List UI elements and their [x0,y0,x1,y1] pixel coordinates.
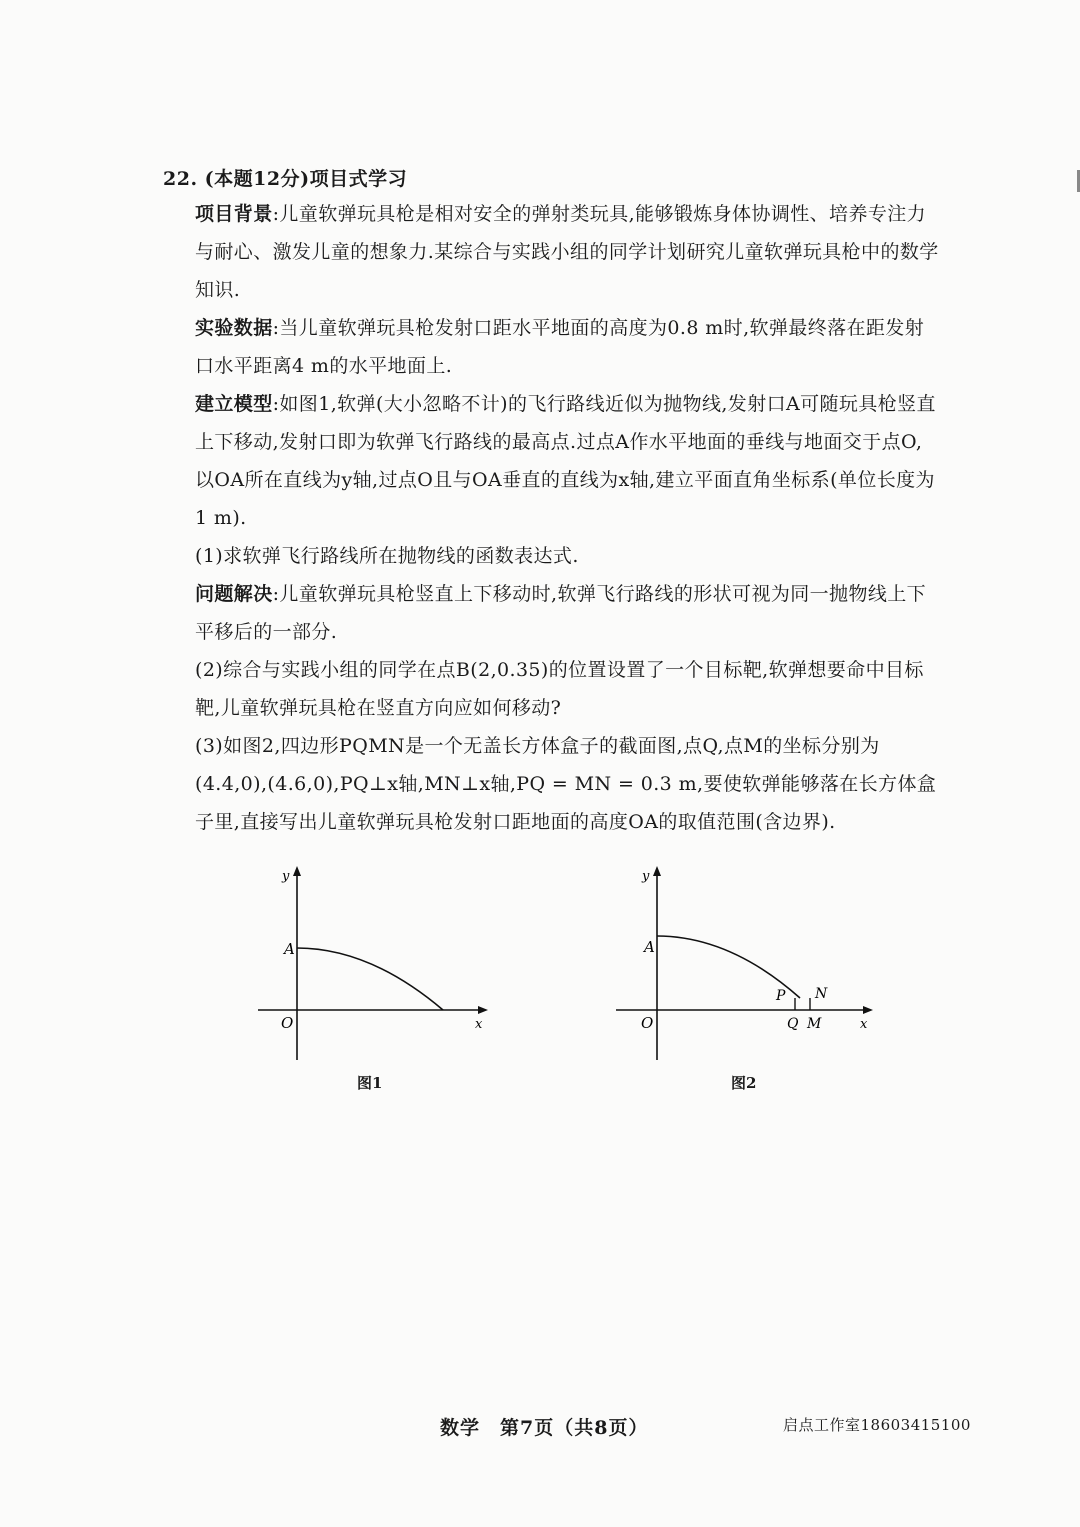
model-text: :如图1,软弹(大小忽略不计)的飞行路线近似为抛物线,发射口A可随玩具枪竖直上下移动,发射口即为软弹飞行路线的最高点.过点A作水平地面的垂线与地面交于点O,以OA所在直线为y轴,过点O且与OA垂直的直线为x轴,建立平面直角坐标系(单位长度为1 m). [195,393,936,529]
data-label: 实验数据 [195,317,273,339]
x-axis-arrow [863,1006,873,1014]
figure-2-caption: 图2 [731,1074,757,1092]
parabola-path [297,948,443,1010]
question-header: 22. (本题12分)项目式学习 [163,168,408,190]
question-1: (1)求软弹飞行路线所在抛物线的函数表达式. [195,545,579,567]
model-label: 建立模型 [195,393,273,415]
point-p-label: P [776,988,786,1004]
y-axis-arrow [653,866,661,876]
solve-paragraph [195,575,940,651]
solve-text: :儿童软弹玩具枪竖直上下移动时,软弹飞行路线的形状可视为同一抛物线上下平移后的一部分. [195,583,927,643]
y-label: y [282,869,290,884]
figure-1 [250,860,500,1069]
origin-label: O [641,1014,654,1032]
point-n-label: N [815,986,828,1002]
point-a-label: A [644,938,655,956]
x-label: x [475,1017,483,1032]
solve-label: 问题解决 [195,583,273,605]
page-footer: 数学 第7页（共8页） [440,1417,649,1439]
figure-1-caption: 图1 [357,1074,383,1092]
figure-2-graph [610,860,880,1065]
y-label: y [642,869,650,884]
origin-label: O [281,1014,294,1032]
data-paragraph [195,309,940,385]
y-axis-arrow [293,866,301,876]
background-text: :儿童软弹玩具枪是相对安全的弹射类玩具,能够锻炼身体协调性、培养专注力与耐心、激发儿童的想象力.某综合与实践小组的同学计划研究儿童软弹玩具枪中的数学知识. [195,203,939,301]
watermark-text: 启点工作室18603415100 [783,1416,971,1434]
figure-2 [610,860,880,1069]
background-paragraph [195,195,940,309]
point-a-label: A [284,940,295,958]
model-paragraph [195,385,940,537]
question-3: (3)如图2,四边形PQMN是一个无盖长方体盒子的截面图,点Q,点M的坐标分别为(4.4,0),(4.6,0),PQ⊥x轴,MN⊥x轴,PQ = MN = 0.3 m,要使软弹能够落在长方体盒子里,直接写出儿童软弹玩具枪发射口距地面的高度OA的取值范围(含边界). [195,735,937,833]
point-m-label: M [807,1016,822,1032]
background-label: 项目背景 [195,203,273,225]
question-2: (2)综合与实践小组的同学在点B(2,0.35)的位置设置了一个目标靶,软弹想要命中目标靶,儿童软弹玩具枪在竖直方向应如何移动? [195,659,924,719]
data-text: :当儿童软弹玩具枪发射口距水平地面的高度为0.8 m时,软弹最终落在距发射口水平距离4 m的水平地面上. [195,317,925,377]
x-axis-arrow [478,1006,488,1014]
figure-1-graph [250,860,500,1065]
point-q-label: Q [787,1016,799,1032]
x-label: x [860,1017,868,1032]
